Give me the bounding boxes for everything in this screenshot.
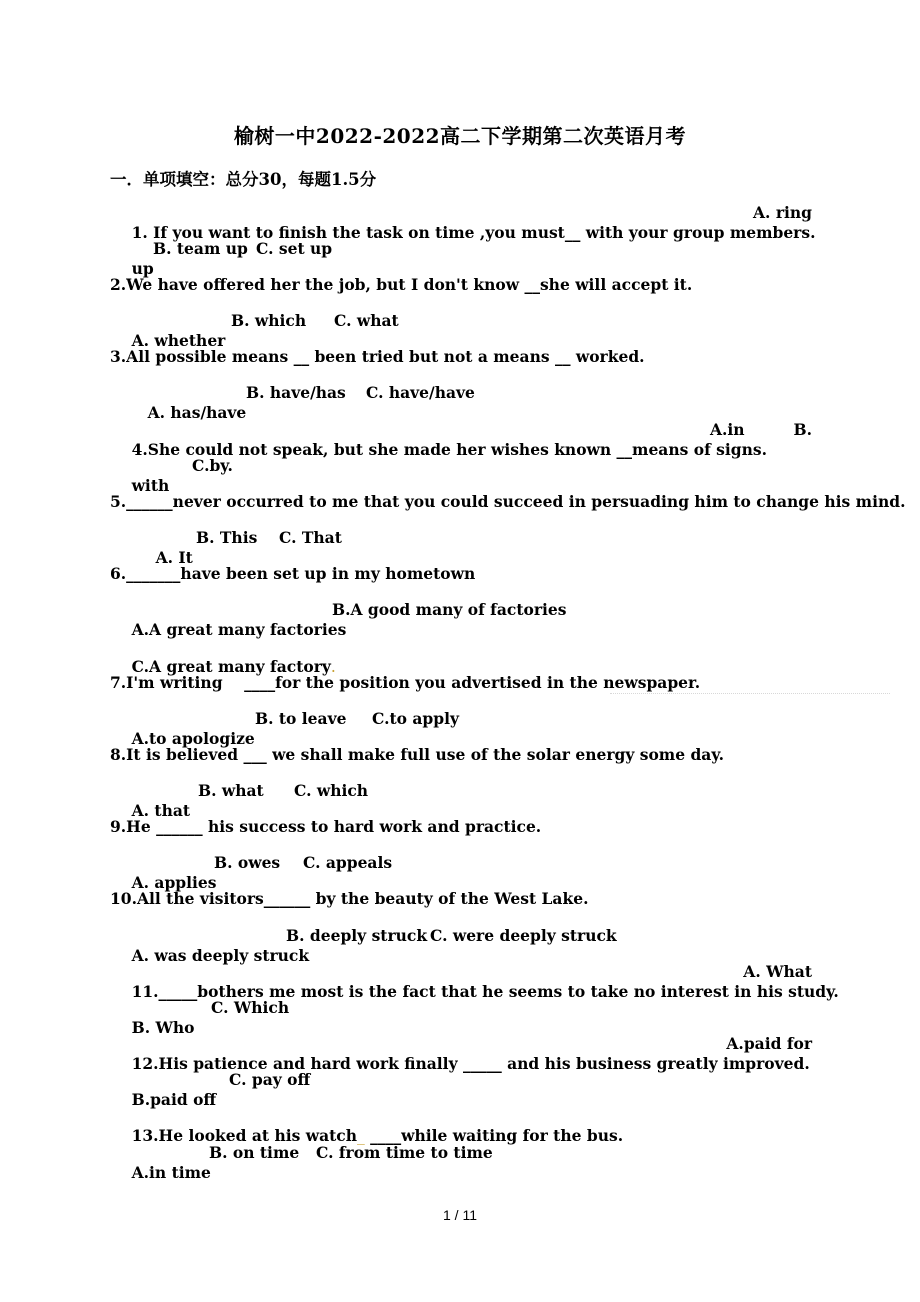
question-7-stem: 7.I'm writing ____for the position you advertised in the newspaper.	[110, 673, 701, 692]
question-1-option-c: C. set up	[256, 239, 333, 258]
question-1-text: 1. If you want to finish the task on time ,you must__ with your group members.	[131, 223, 816, 242]
question-3-stem: 3.All possible means __ been tried but not a means __ worked.	[110, 347, 645, 366]
question-9-stem: 9.He ______ his success to hard work and practice.	[110, 817, 542, 836]
question-8-option-b: B. what	[198, 781, 264, 800]
question-11-option-a: A. What	[743, 962, 812, 981]
question-13-option-c: C. from time to time	[316, 1143, 493, 1162]
question-7-option-b: B. to leave	[255, 709, 347, 728]
question-6-option-b: B.A good many of factories	[332, 600, 567, 619]
question-2-option-b: B. which	[231, 311, 307, 330]
question-3-option-a: A. has/have	[147, 403, 247, 422]
question-11-text: 11._____bothers me most is the fact that he seems to take no interest in his study.	[131, 982, 839, 1001]
question-5-stem: 5.______never occurred to me that you could succeed in persuading him to change his mind.	[110, 492, 906, 511]
question-3-option-b: B. have/has	[246, 383, 346, 402]
page-title: 榆树一中2022-2022高二下学期第二次英语月考	[233, 124, 687, 148]
question-9-option-c: C. appeals	[303, 853, 393, 872]
question-11-option-c: C. Which	[211, 998, 290, 1017]
question-12-option-c: C. pay off	[229, 1070, 311, 1089]
question-6-stem: 6._______have been set up in my hometown	[110, 564, 476, 583]
question-8-option-a: A. that	[131, 801, 191, 820]
question-12-option-a: A.paid for	[726, 1034, 812, 1053]
question-13-option-a: A.in time	[131, 1163, 211, 1182]
question-2-option-a: A. whether	[131, 331, 226, 350]
question-1-option-a-cont: up	[131, 259, 154, 278]
question-9-option-b: B. owes	[214, 853, 281, 872]
question-8-option-c: C. which	[294, 781, 369, 800]
question-6-option-c: C.A great many factory	[131, 657, 331, 676]
question-6-option-a: A.A great many factories	[131, 620, 347, 639]
question-4-option-c: C.by.	[192, 456, 233, 475]
question-1-option-a: A. ring	[753, 203, 812, 222]
question-7-option-c: C.to apply	[372, 709, 459, 728]
question-10-option-b: B. deeply struck	[286, 926, 428, 945]
question-5-option-b: B. This	[196, 528, 258, 547]
question-4-option-b-cont: with	[131, 476, 170, 495]
question-10-stem: 10.All the visitors______ by the beauty of the West Lake.	[110, 889, 589, 908]
question-7-option-a: A.to apologize	[131, 729, 255, 748]
question-13-option-b: B. on time	[209, 1143, 300, 1162]
question-13-edit-mark: _	[357, 1127, 365, 1145]
question-6-edit-mark: .	[330, 658, 336, 676]
question-4-option-b-lead: B.	[793, 420, 812, 439]
question-4-text: 4.She could not speak, but she made her wishes known __means of signs.	[131, 440, 767, 459]
question-12-option-b: B.paid off	[131, 1090, 217, 1109]
question-4-option-a: A.in	[710, 420, 745, 439]
question-2-option-c: C. what	[334, 311, 399, 330]
question-13-options	[110, 1143, 812, 1243]
question-5-option-a: A. It	[155, 548, 193, 567]
page-number: 1 / 11	[443, 1207, 477, 1223]
question-10-option-c: C. were deeply struck	[430, 926, 617, 945]
question-13-text-post: ____while waiting for the bus.	[364, 1126, 624, 1145]
section-heading: 一．单项填空：总分30，每题1.5分	[110, 170, 377, 189]
question-13-text-pre: 13.He looked at his watch	[131, 1126, 357, 1145]
question-3-option-c: C. have/have	[366, 383, 475, 402]
question-12-text: 12.His patience and hard work finally _____ and his business greatly improved.	[131, 1054, 810, 1073]
question-9-option-a: A. applies	[131, 873, 217, 892]
dotted-divider	[610, 693, 890, 694]
question-1-option-b: B. team up	[153, 239, 248, 258]
question-2-stem: 2.We have offered her the job, but I don't know __she will accept it.	[110, 275, 693, 294]
question-10-option-a: A. was deeply struck	[131, 946, 310, 965]
question-11-option-b: B. Who	[131, 1018, 195, 1037]
question-8-stem: 8.It is believed ___ we shall make full use of the solar energy some day.	[110, 745, 724, 764]
question-5-option-c: C. That	[279, 528, 342, 547]
